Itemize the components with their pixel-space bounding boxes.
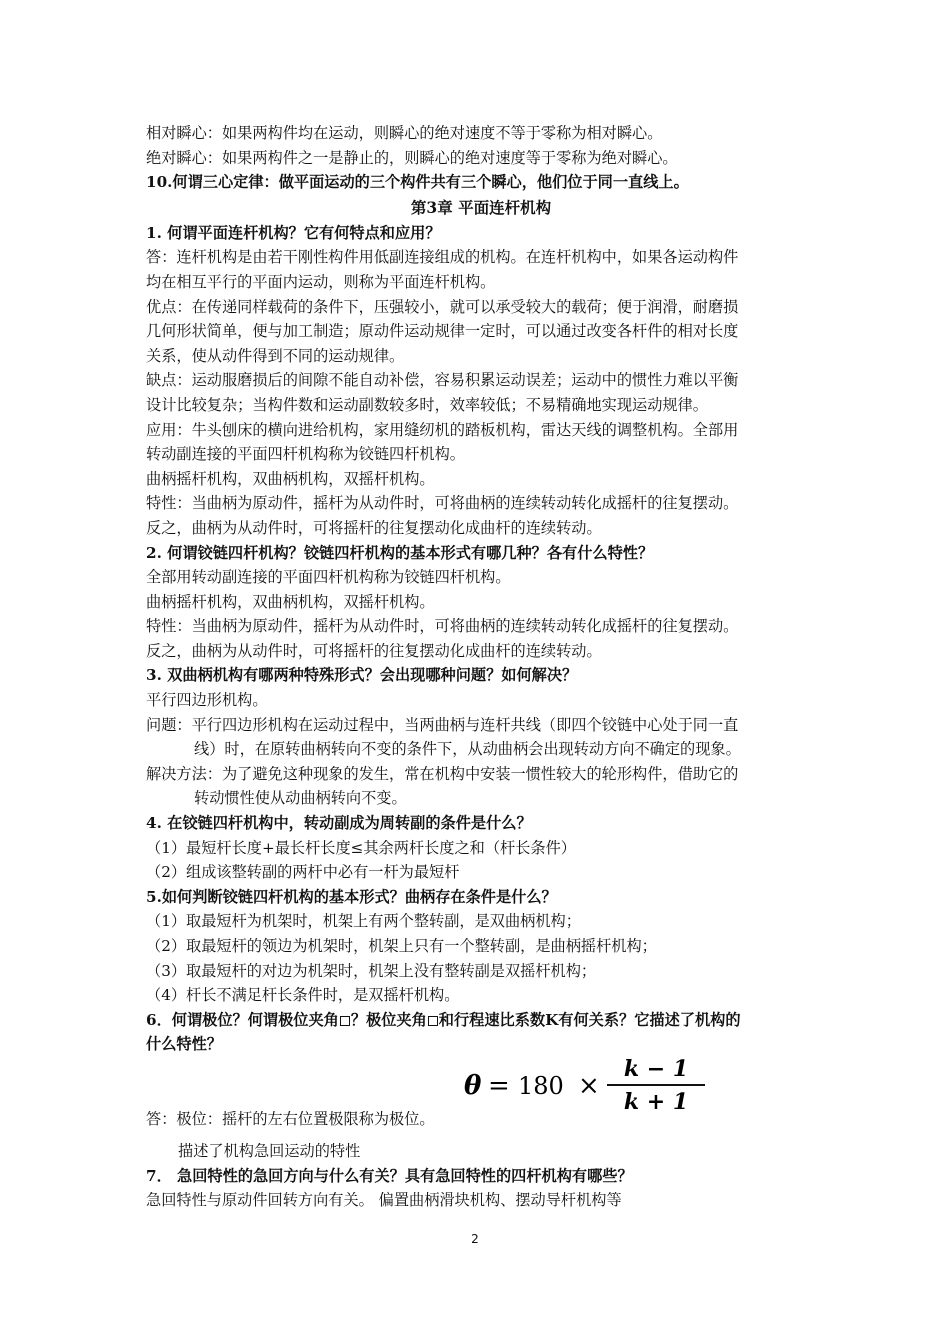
- text-line: 全部用转动副连接的平面四杆机构称为铰链四杆机构。: [146, 568, 511, 587]
- missing-glyph-icon: [428, 1016, 438, 1026]
- question-2: 2. 何谓铰链四杆机构？铰链四杆机构的基本形式有哪几种？各有什么特性？: [146, 543, 654, 562]
- formula-180: 180: [518, 1071, 564, 1100]
- text-line: 答：极位：摇杆的左右位置极限称为极位。: [146, 1109, 435, 1128]
- text-line: 均在相互平行的平面内运动，则称为平面连杆机构。: [146, 272, 496, 291]
- document-body: [146, 121, 816, 1213]
- text-line: （2）取最短杆的领边为机架时，机架上只有一个整转副，是曲柄摇杆机构；: [146, 937, 657, 955]
- question-6: [146, 1008, 816, 1033]
- question-5: 5.如何判断铰链四杆机构的基本形式？曲柄存在条件是什么？: [146, 887, 557, 906]
- q6-part: ？极位夹角: [350, 1010, 427, 1029]
- question-4: 4. 在铰链四杆机构中，转动副成为周转副的条件是什么？: [146, 814, 532, 833]
- text-line: 平行四边形机构。: [146, 691, 268, 710]
- text-line: 曲柄摇杆机构，双曲柄机构，双摇杆机构。: [146, 469, 435, 488]
- text-line: 答：连杆机构是由若干刚性构件用低副连接组成的机构。在连杆机构中，如果各运动构件: [146, 248, 739, 267]
- heading-three-center-theorem: 10.何谓三心定律：做平面运动的三个构件共有三个瞬心，他们位于同一直线上。: [146, 173, 689, 192]
- text-line: 描述了机构急回运动的特性: [178, 1141, 361, 1160]
- formula-numerator: k − 1: [623, 1055, 689, 1082]
- page-number: 2: [471, 1232, 479, 1246]
- formula-denominator: k + 1: [623, 1088, 689, 1115]
- text-line: 相对瞬心：如果两构件均在运动，则瞬心的绝对速度不等于零称为相对瞬心。: [146, 124, 663, 142]
- text-line: （1）取最短杆为机架时，机架上有两个整转副，是双曲柄机构；: [146, 912, 581, 931]
- text-line: 特性：当曲柄为原动件，摇杆为从动件时，可将曲柄的连续转动转化成摇杆的往复摆动。: [146, 617, 739, 636]
- answer-6-with-formula: [146, 1057, 816, 1135]
- text-line: （1）最短杆长度+最长杆长度≤其余两杆长度之和（杆长条件）: [146, 838, 576, 857]
- text-line: 反之，曲柄为从动件时，可将摇杆的往复摆动化成曲杆的连续转动。: [146, 641, 602, 660]
- missing-glyph-icon: [340, 1016, 350, 1026]
- text-line: 转动惯性使从动曲柄转向不变。: [194, 789, 407, 808]
- text-line: 绝对瞬心：如果两构件之一是静止的，则瞬心的绝对速度等于零称为绝对瞬心。: [146, 148, 678, 167]
- text-line: 解决方法：为了避免这种现象的发生，常在机构中安装一惯性较大的轮形构件，借助它的: [146, 764, 739, 783]
- q6-part: 和行程速比系数K有何关系？它描述了机构的: [438, 1010, 741, 1029]
- text-line: 设计比较复杂；当构件数和运动副数较多时，效率较低；不易精确地实现运动规律。: [146, 395, 708, 414]
- text-line: 急回特性与原动件回转方向有关。 偏置曲柄滑块机构、摆动导杆机构等: [146, 1191, 622, 1210]
- text-line: 反之，曲柄为从动件时，可将摇杆的往复摆动化成曲杆的连续转动。: [146, 518, 602, 537]
- text-line: 优点：在传递同样载荷的条件下，压强较小，就可以承受较大的载荷；便于润滑，耐磨损: [146, 297, 739, 316]
- formula-theta: θ: [464, 1070, 482, 1101]
- chapter-title: 第3章 平面连杆机构: [410, 197, 552, 217]
- formula-times: ×: [578, 1070, 600, 1101]
- text-line: 缺点：运动服磨损后的间隙不能自动补偿，容易积累运动误差；运动中的惯性力难以平衡: [146, 371, 739, 390]
- text-line: 几何形状简单，便与加工制造；原动件运动规律一定时，可以通过改变各杆件的相对长度: [146, 322, 739, 341]
- text-line: 特性：当曲柄为原动件，摇杆为从动件时，可将曲柄的连续转动转化成摇杆的往复摆动。: [146, 494, 739, 513]
- q6-part: 6．何谓极位？何谓极位夹角: [146, 1010, 339, 1029]
- question-6-continued: 什么特性？: [146, 1035, 222, 1054]
- formula-equals: =: [488, 1070, 510, 1101]
- question-3: 3. 双曲柄机构有哪两种特殊形式？会出现哪种问题？如何解决？: [146, 666, 578, 685]
- text-line: 应用：牛头刨床的横向进给机构，家用缝纫机的踏板机构，雷达天线的调整机构。全部用: [146, 420, 739, 439]
- text-line: （3）取最短杆的对边为机架时，机架上没有整转副是双摇杆机构；: [146, 961, 597, 980]
- text-line: 问题：平行四边形机构在运动过程中，当两曲柄与连杆共线（即四个铰链中心处于同一直: [146, 715, 739, 734]
- question-1: 1. 何谓平面连杆机构？它有何特点和应用？: [146, 223, 441, 242]
- text-line: 关系，使从动件得到不同的运动规律。: [146, 346, 405, 365]
- text-line: （4）杆长不满足杆长条件时，是双摇杆机构。: [146, 986, 460, 1005]
- text-line: 曲柄摇杆机构，双曲柄机构，双摇杆机构。: [146, 592, 435, 611]
- text-line: （2）组成该整转副的两杆中必有一杆为最短杆: [146, 863, 460, 882]
- question-7: 7． 急回特性的急回方向与什么有关？具有急回特性的四杆机构有哪些？: [146, 1166, 633, 1185]
- text-line: 线）时，在原转曲柄转向不变的条件下，从动曲柄会出现转动方向不确定的现象。: [194, 740, 741, 759]
- text-line: 转动副连接的平面四杆机构称为铰链四杆机构。: [146, 445, 465, 464]
- crank-angle-formula: [462, 1053, 742, 1115]
